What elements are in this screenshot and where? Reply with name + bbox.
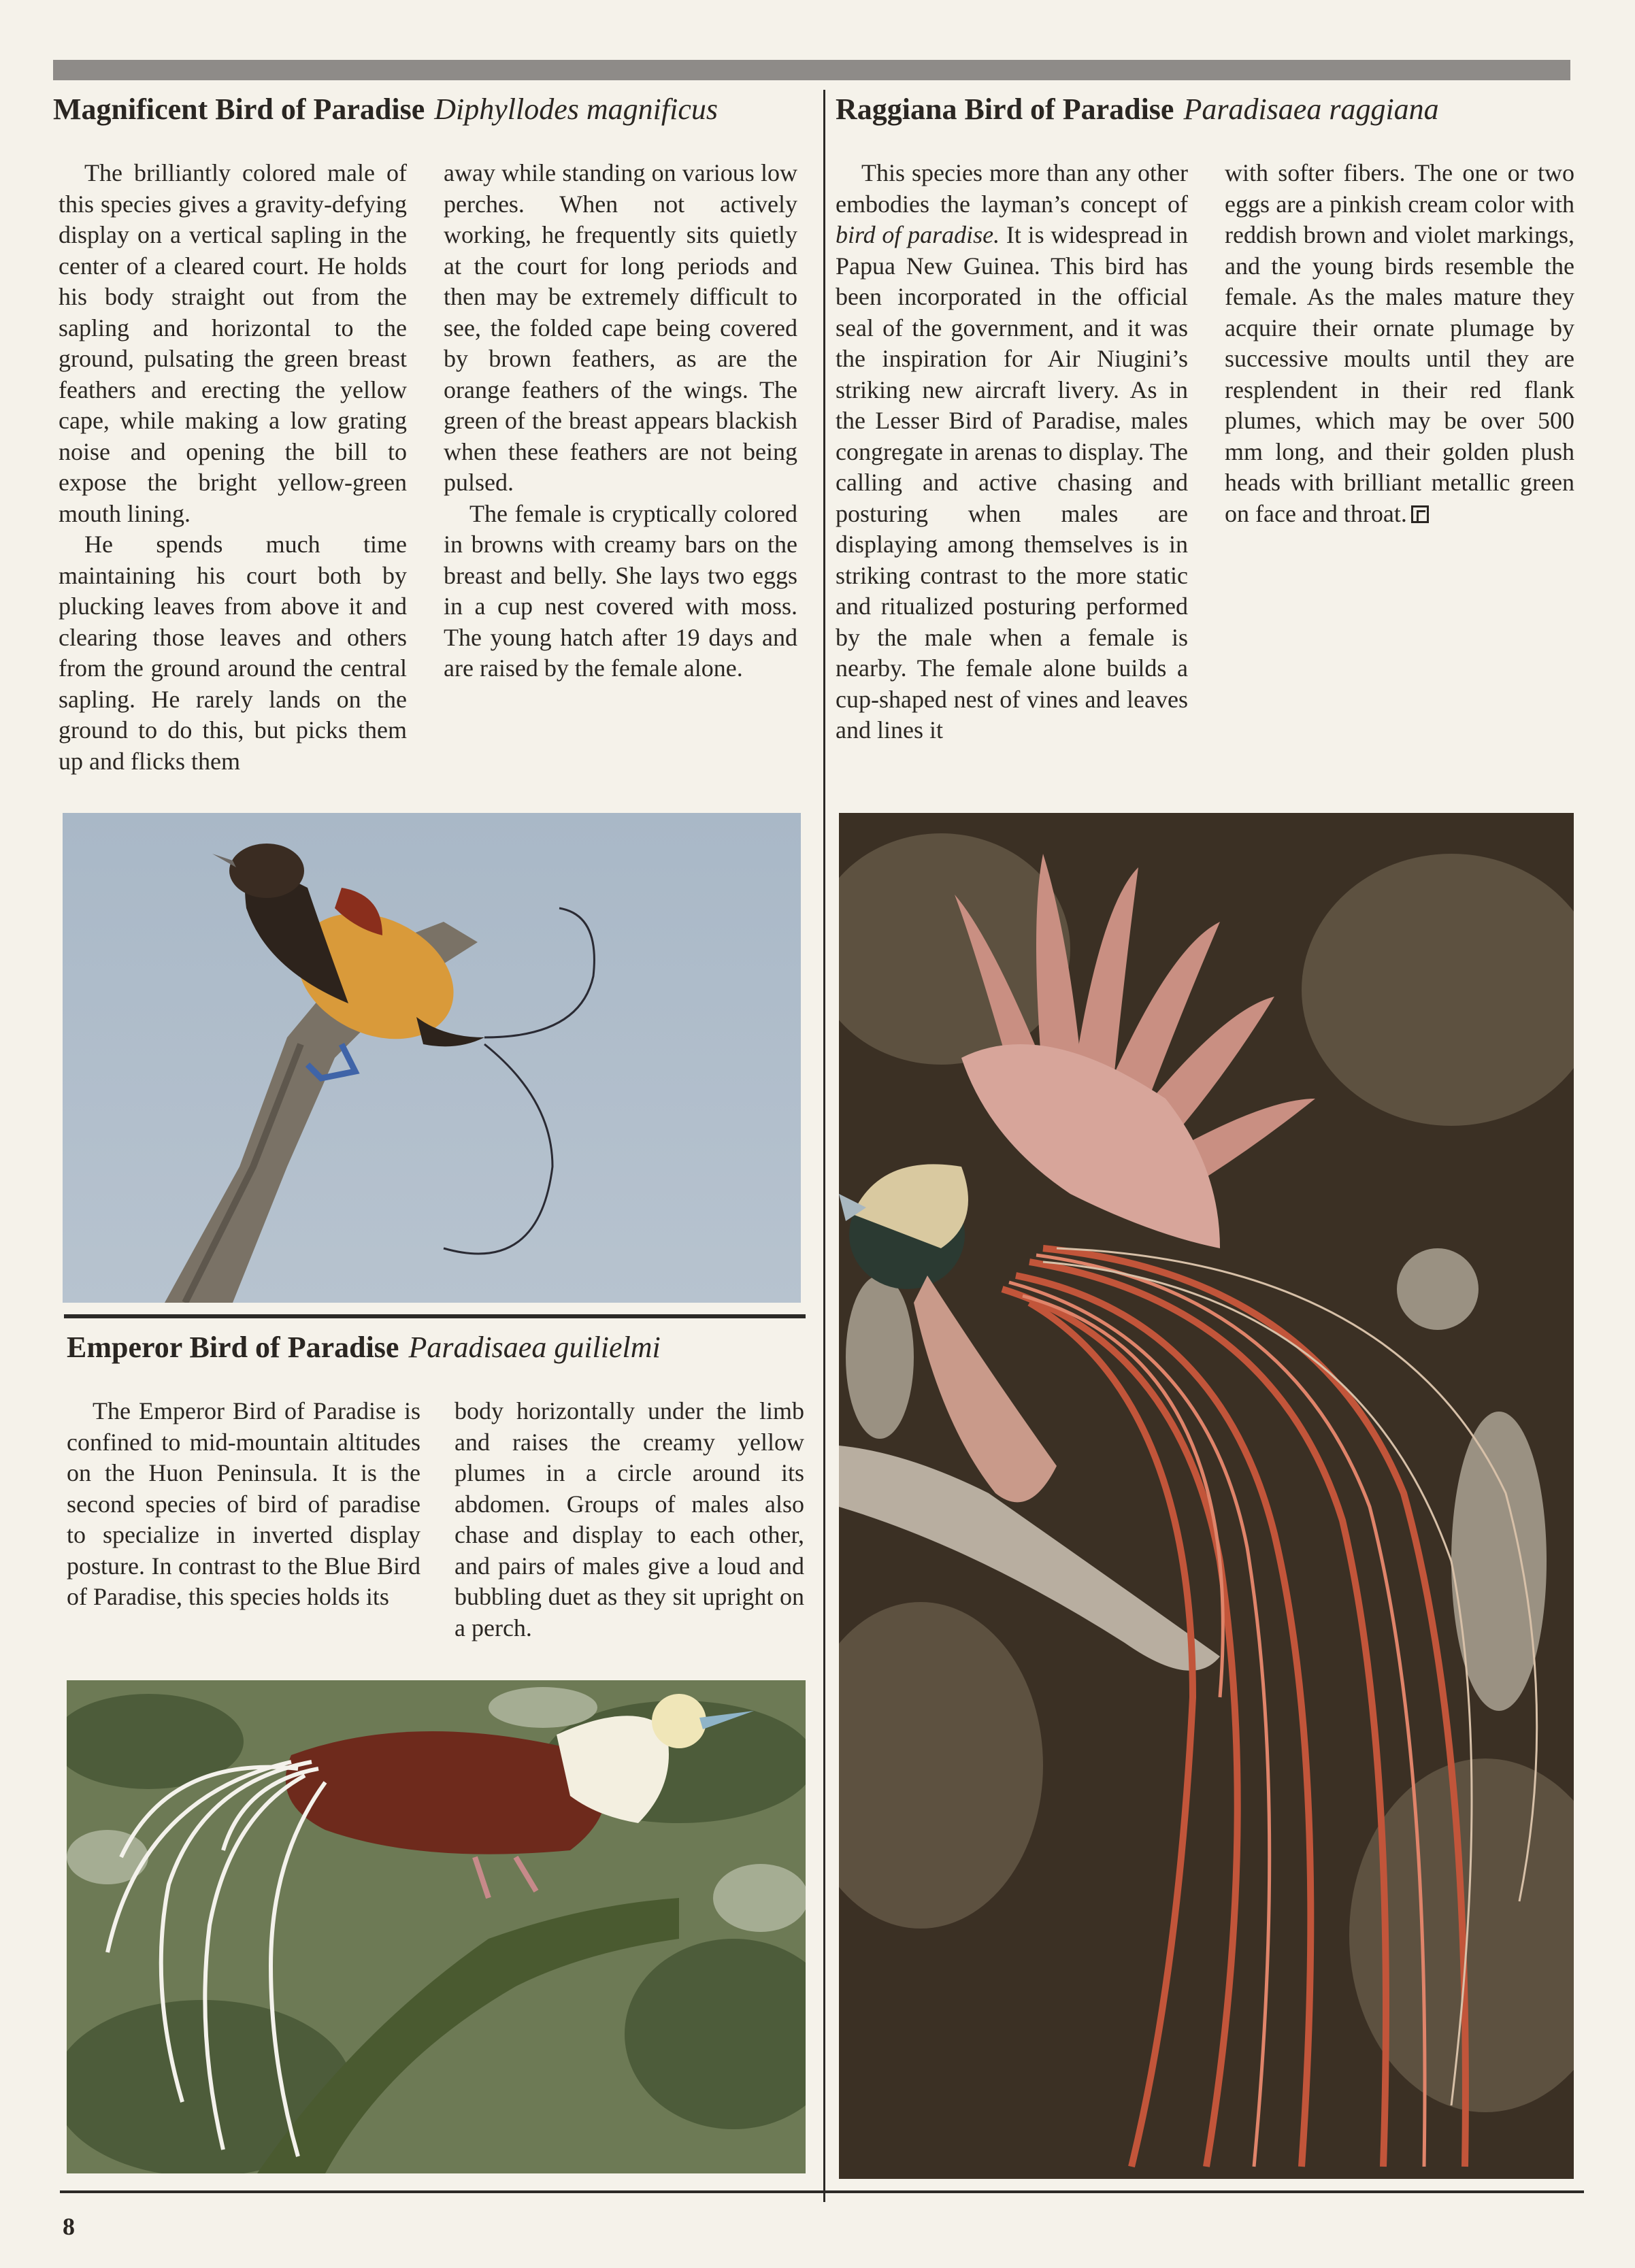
emperor-common-name: Emperor Bird of Paradise: [67, 1331, 399, 1364]
section-divider: [64, 1314, 806, 1318]
text-run: This species more than any other embodies the layman’s concept of: [836, 159, 1188, 218]
emperor-title: [67, 1328, 661, 1367]
paragraph: away while standing on various low perches. When not actively working, he frequently sits quietly at the court for long periods and then may be extremely difficult to see, the folded cape being covered by brown feathers, as are the orange feathers of the wings. The green of the breast appears blackish when these feathers are not being pulsed.: [444, 159, 797, 496]
paragraph: [836, 158, 1188, 746]
raggiana-bird-photo: [839, 813, 1574, 2179]
emperor-bird-photo: [67, 1680, 806, 2173]
italic-term: bird of paradise.: [836, 221, 1000, 248]
magnificent-title: [53, 90, 718, 129]
raggiana-title: [836, 90, 1439, 129]
raggiana-common-name: Raggiana Bird of Paradise: [836, 93, 1174, 126]
paragraph: The female is cryptically colored in browns with creamy bars on the breast and belly. She lays two eggs in a cup nest covered with moss. The young hatch after 19 days and are raised by the female alone.: [444, 499, 797, 682]
magnificent-common-name: Magnificent Bird of Paradise: [53, 93, 425, 126]
page-number: 8: [63, 2213, 75, 2240]
raggiana-text-col1: [836, 158, 1188, 746]
emperor-bird-illustration: [67, 1680, 806, 2173]
emperor-text-col2: [455, 1396, 804, 1644]
magnificent-bird-photo: [63, 813, 801, 1303]
raggiana-scientific-name: Paradisaea raggiana: [1183, 93, 1439, 126]
paragraph: body horizontally under the limb and raises the creamy yellow plumes in a circle around its abdomen. Groups of males also chase and display to each other, and pairs of males give a loud and bubbling duet as they sit upright on a perch.: [455, 1397, 804, 1641]
column-divider: [823, 90, 825, 2202]
magnificent-text-col2: [444, 158, 797, 684]
paragraph: [1225, 158, 1574, 529]
paragraph: The Emperor Bird of Paradise is confined to mid-mountain altitudes on the Huon Peninsula. It is the second species of bird of paradise to specialize in inverted display posture. In contrast to the Blue Bird of Paradise, this species holds its: [67, 1397, 420, 1610]
end-of-article-icon: [1411, 505, 1429, 523]
emperor-scientific-name: Paradisaea guilielmi: [408, 1331, 661, 1364]
paragraph: The brilliantly colored male of this species gives a gravity-defying display on a vertical sapling in the center of a cleared court. He holds his body straight out from the sapling and horizontal to the ground, pulsating the green breast feathers and erecting the yellow cape, while making a low grating noise and opening the bill to expose the bright yellow-green mouth lining.: [59, 159, 407, 527]
raggiana-text-col2: [1225, 158, 1574, 529]
text-run: It is widespread in Papua New Guinea. This bird has been incorporated in the official seal of the government, and it was the inspiration for Air Niugini’s striking new aircraft livery. As in the Lesser Bird of Paradise, males congregate in arenas to display. The calling and active chasing and posturing when males are displaying among themselves is in striking contrast to the more static and ritualized posturing performed by the male when a female is nearby. The female alone builds a cup-shaped nest of vines and leaves and lines it: [836, 221, 1188, 744]
top-header-bar: [53, 60, 1570, 80]
magnificent-bird-illustration: [63, 813, 801, 1303]
text-run: with softer fibers. The one or two eggs are a pinkish cream color with reddish brown and violet markings, and the young birds resemble the female. As the males mature they acquire their ornate plumage by successive moults until they are resplendent in their red flank plumes, which may be over 500 mm long, and their golden plush heads with brilliant metallic green on face and throat.: [1225, 159, 1574, 527]
magnificent-scientific-name: Diphyllodes magnificus: [434, 93, 718, 126]
emperor-text-col1: [67, 1396, 420, 1613]
bottom-rule: [60, 2190, 1584, 2193]
magnificent-text-col1: [59, 158, 407, 777]
raggiana-bird-illustration: [839, 813, 1574, 2179]
paragraph: He spends much time maintaining his court both by plucking leaves from above it and clearing those leaves and others from the ground around the central sapling. He rarely lands on the ground to do this, but picks them up and flicks them: [59, 531, 407, 775]
